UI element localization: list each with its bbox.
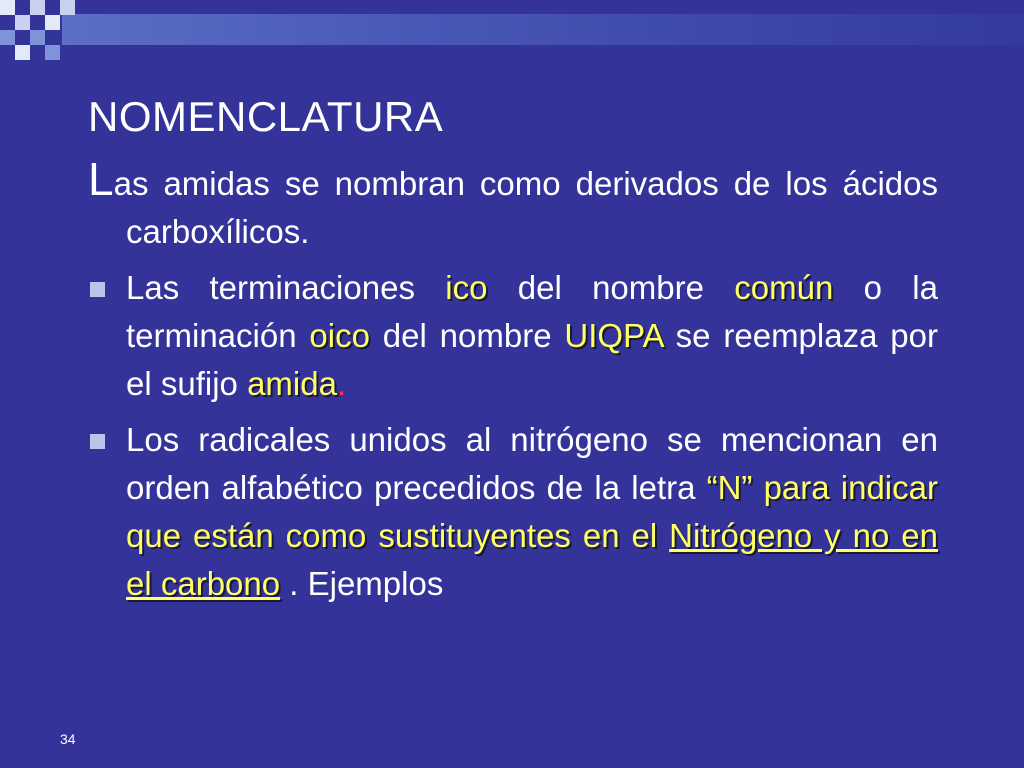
bullet1-highlight: oico [309, 317, 370, 354]
bullet1-highlight: UIQPA [564, 317, 663, 354]
square-bullet-icon [90, 282, 105, 297]
deco-square [45, 45, 60, 60]
bullet-item-radicals [88, 416, 938, 608]
bullet2-text: . Ejemplos [280, 565, 444, 602]
bullet1-period: . [336, 365, 347, 402]
bullet1-highlight: ico [445, 269, 488, 306]
page-number: 34 [60, 731, 76, 747]
bullet2-text: Los radicales unidos al nitrógeno se mencionan en orden alfabético precedidos de la letra [126, 421, 938, 506]
bullet1-text: Las terminaciones [126, 269, 446, 306]
bullet1-text: o la terminación [126, 269, 938, 354]
deco-square [60, 0, 75, 15]
slide-body [88, 153, 938, 608]
bullet2-highlight: “N” para indicar que están como sustituyentes en el [126, 469, 938, 554]
deco-square [15, 45, 30, 60]
intro-paragraph [88, 153, 938, 256]
header-decoration [0, 0, 1024, 62]
bullet1-highlight: común [734, 269, 834, 306]
header-gradient-band [62, 14, 1024, 45]
deco-square [0, 30, 15, 45]
intro-first-letter: L [88, 153, 114, 205]
bullet1-text: se reemplaza por el sufijo [126, 317, 938, 402]
bullet-item-terminations [88, 264, 938, 408]
intro-text: as amidas se nombran como derivados de los ácidos carboxílicos. [113, 165, 938, 250]
bullet1-text: del nombre [369, 317, 565, 354]
bullet1-highlight: amida [247, 365, 337, 402]
bullet1-text: del nombre [487, 269, 735, 306]
deco-square [30, 0, 45, 15]
deco-square [30, 30, 45, 45]
slide-title: NOMENCLATURA [88, 93, 444, 140]
bullet2-underlined-highlight: Nitrógeno y no en el carbono [126, 517, 938, 602]
square-bullet-icon [90, 434, 105, 449]
deco-square [15, 15, 30, 30]
deco-square [0, 0, 15, 15]
deco-square [45, 15, 60, 30]
